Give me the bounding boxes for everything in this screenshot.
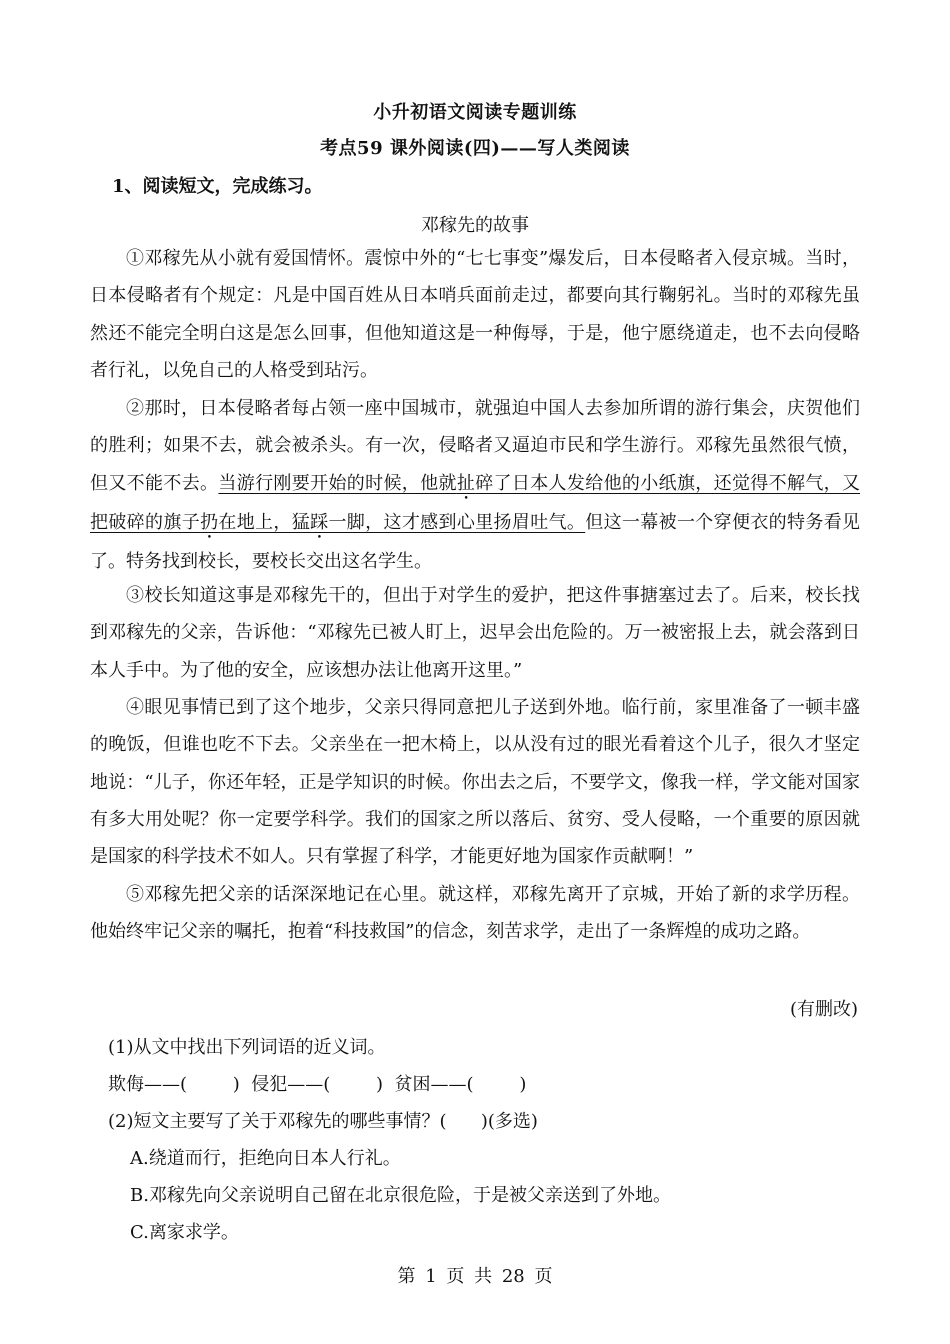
dotted-word-3: 踩 bbox=[310, 511, 329, 533]
option-c: C.离家求学。 bbox=[130, 1222, 239, 1243]
dotted-word-2: 扔 bbox=[200, 511, 219, 533]
source-note: (有删改) bbox=[789, 999, 858, 1020]
paragraph-2 bbox=[90, 390, 860, 580]
page-number: 第 1 页 共 28 页 bbox=[397, 1266, 553, 1287]
document-title: 小升初语文阅读专题训练 bbox=[373, 102, 577, 123]
paragraph-1: ①邓稼先从小就有爱国情怀。震惊中外的“七七事变”爆发后，日本侵略者入侵京城。当时，日本侵略者有个规定：凡是中国百姓从日本哨兵面前走过，都要向其行鞠躬礼。当时的邓稼先虽然还不能完全明白这是怎么回事，但他知道这是一种侮辱，于是，他宁愿绕道走，也不去向侵略者行礼，以免自己的人格受到玷污。 bbox=[90, 248, 860, 381]
option-b: B.邓稼先向父亲说明自己留在北京很危险，于是被父亲送到了外地。 bbox=[130, 1185, 671, 1206]
paragraph-4: ④眼见事情已到了这个地步，父亲只得同意把儿子送到外地。临行前，家里准备了一顿丰盛的晚饭，但谁也吃不下去。父亲坐在一把木椅上，以从没有过的眼光看着这个儿子，很久才坚定地说：“儿子，你还年轻，正是学知识的时候。你出去之后，不要学文，像我一样，学文能对国家有多大用处呢？你一定要学科学。我们的国家之所以落后、贫穷、受人侵略，一个重要的原因就是国家的科学技术不如人。只有掌握了科学，才能更好地为国家作贡献啊！” bbox=[90, 697, 860, 868]
sub-question-1: (1)从文中找出下列词语的近义词。 bbox=[108, 1037, 386, 1058]
sub-question-1-items: 欺侮——( ) 侵犯——( ) 贫困——( ) bbox=[108, 1074, 527, 1095]
underlined-part-2: 碎了日本人发给他的小纸旗，还觉得不解气，又把破碎的旗子 bbox=[90, 472, 861, 533]
option-a: A.绕道而行，拒绝向日本人行礼。 bbox=[130, 1148, 401, 1169]
document-subtitle: 考点59 课外阅读(四)——写人类阅读 bbox=[320, 138, 630, 159]
dotted-word-1: 扯 bbox=[456, 472, 476, 494]
paragraph-3: ③校长知道这事是邓稼先干的，但出于对学生的爱护，把这件事搪塞过去了。后来，校长找到邓稼先的父亲，告诉他：“邓稼先已被人盯上，迟早会出危险的。万一被密报上去，就会落到日本人手中。为了他的安全，应该想办法让他离开这里。” bbox=[90, 585, 860, 681]
paragraph-2-text-a: ②那时，日本侵略者每占领一座中国城市，就强迫中国人去参加所谓的游行集会，庆贺他们的胜利；如果不去，就会被杀头。有一次，侵略者又逼迫市民和学生游行。邓稼先虽然很气愤，但又不能不去。 bbox=[90, 398, 860, 494]
paragraph-5: ⑤邓稼先把父亲的话深深地记在心里。就这样，邓稼先离开了京城，开始了新的求学历程。他始终牢记父亲的嘱托，抱着“科技救国”的信念，刻苦求学，走出了一条辉煌的成功之路。 bbox=[90, 884, 860, 943]
question-heading: 1、阅读短文，完成练习。 bbox=[112, 176, 323, 197]
story-title: 邓稼先的故事 bbox=[421, 215, 529, 236]
underlined-part-4: 一脚，这才感到心里扬眉吐气。 bbox=[328, 511, 586, 533]
paragraph-2-text-b: 但这一幕被一个穿便衣的特务看见了。特务找到校长，要校长交出这名学生。 bbox=[90, 511, 861, 572]
underlined-part-1: 当游行刚要开始的时候，他就 bbox=[218, 472, 457, 494]
sub-question-2: (2)短文主要写了关于邓稼先的哪些事情？( )(多选) bbox=[108, 1111, 538, 1132]
underlined-part-3: 在地上，猛 bbox=[218, 511, 311, 533]
